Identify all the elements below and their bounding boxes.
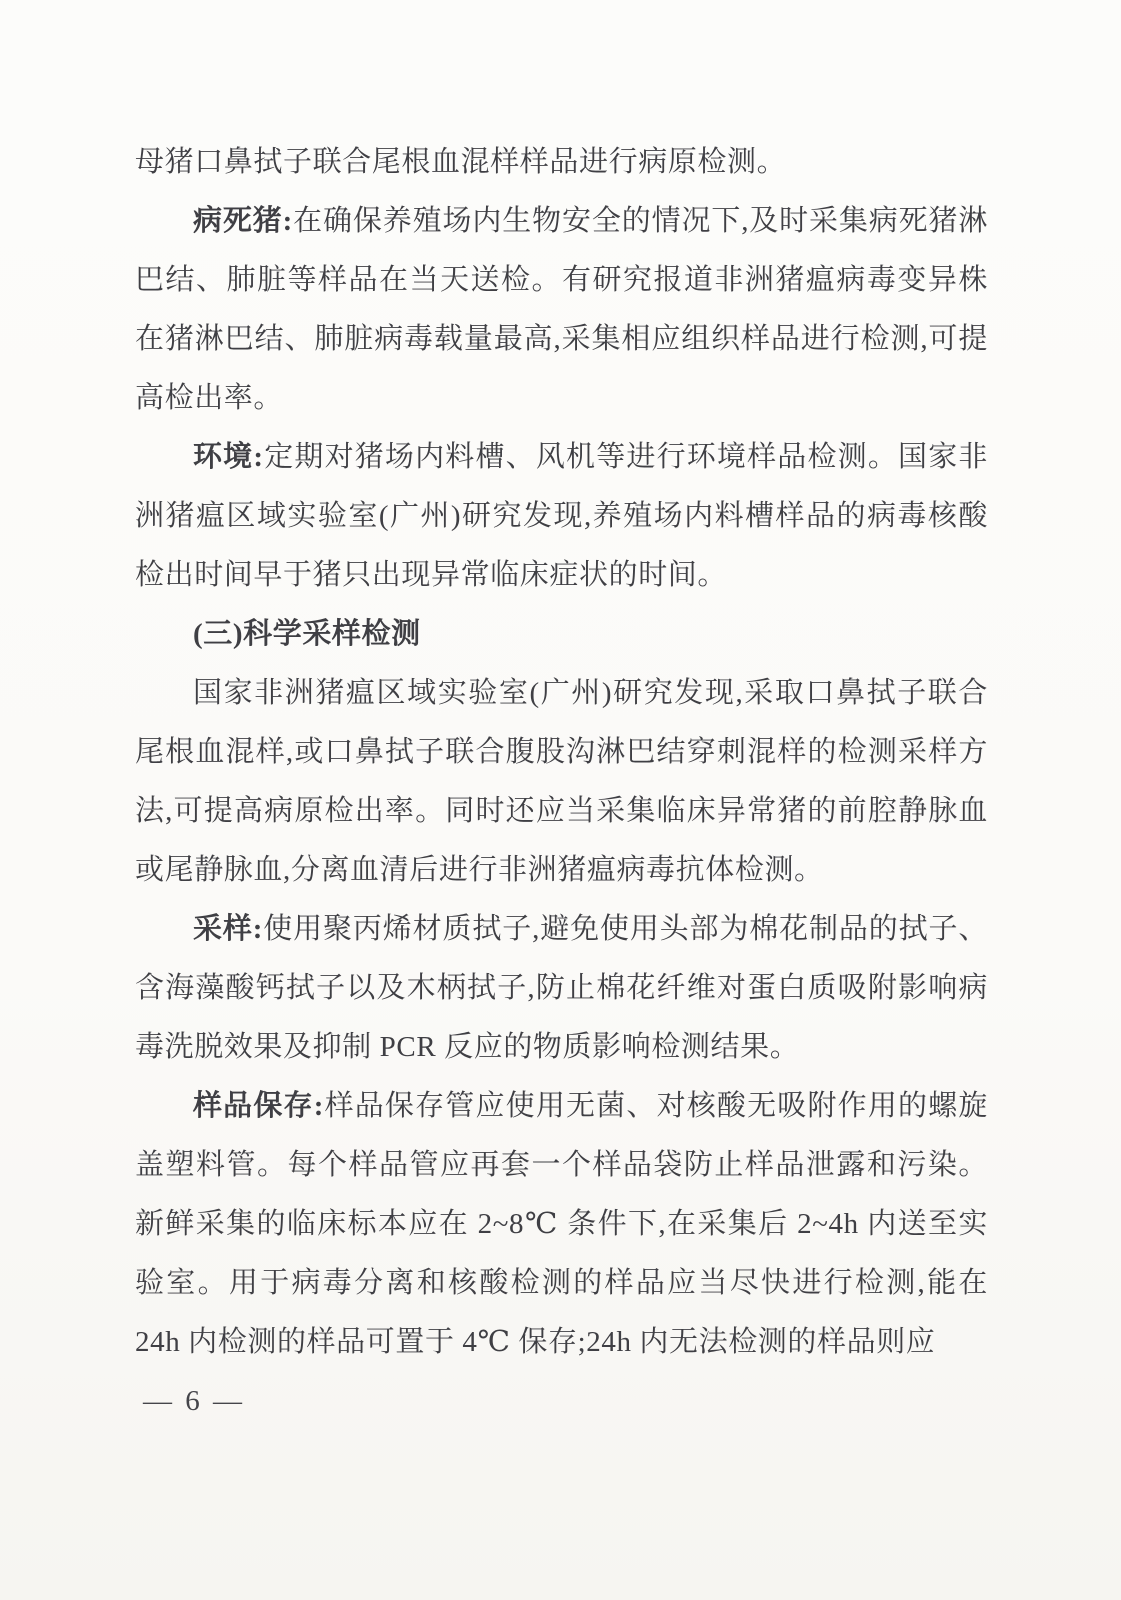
paragraph-text: 定期对猪场内料槽、风机等进行环境样品检测。国家非洲猪瘟区域实验室(广州)研究发现,养殖场内料槽样品的病毒核酸检出时间早于猪只出现异常临床症状的时间。 <box>135 441 988 591</box>
page-number: — 6 — <box>143 1385 245 1417</box>
section-heading <box>135 605 988 664</box>
paragraph-text: 使用聚丙烯材质拭子,避免使用头部为棉花制品的拭子、含海藻酸钙拭子以及木柄拭子,防止棉花纤维对蛋白质吸附影响病毒洗脱效果及抑制 PCR 反应的物质影响检测结果。 <box>135 913 988 1063</box>
document-body <box>135 133 988 1372</box>
paragraph-lead: 环境: <box>193 441 264 473</box>
paragraph-text: 样品保存管应使用无菌、对核酸无吸附作用的螺旋盖塑料管。每个样品管应再套一个样品袋防止样品泄露和污染。新鲜采集的临床标本应在 2~8℃ 条件下,在采集后 2~4h 内送至实验室。用于病毒分离和核酸检测的样品应当尽快进行检测,能在 24h 内检测的样品可置于 4℃ 保存;24h 内无法检测的样品则应 <box>135 1090 988 1358</box>
paragraph-text: 国家非洲猪瘟区域实验室(广州)研究发现,采取口鼻拭子联合尾根血混样,或口鼻拭子联合腹股沟淋巴结穿刺混样的检测采样方法,可提高病原检出率。同时还应当采集临床异常猪的前腔静脉血或尾静脉血,分离血清后进行非洲猪瘟病毒抗体检测。 <box>135 677 988 886</box>
paragraph-sampling-method <box>135 664 988 900</box>
paragraph-sample-storage <box>135 1077 988 1372</box>
paragraph-lead: 病死猪: <box>193 205 293 237</box>
paragraph-environment <box>135 428 988 605</box>
section-heading-text: (三)科学采样检测 <box>193 618 421 650</box>
paragraph-lead: 采样: <box>193 913 263 945</box>
paragraph-text: 母猪口鼻拭子联合尾根血混样样品进行病原检测。 <box>135 146 787 178</box>
paragraph-text: 在确保养殖场内生物安全的情况下,及时采集病死猪淋巴结、肺脏等样品在当天送检。有研究报道非洲猪瘟病毒变异株在猪淋巴结、肺脏病毒载量最高,采集相应组织样品进行检测,可提高检出率。 <box>135 205 988 414</box>
paragraph-dead-pigs <box>135 192 988 428</box>
paragraph-swab-material <box>135 900 988 1077</box>
paragraph-continuation <box>135 133 988 192</box>
paragraph-lead: 样品保存: <box>193 1090 324 1122</box>
